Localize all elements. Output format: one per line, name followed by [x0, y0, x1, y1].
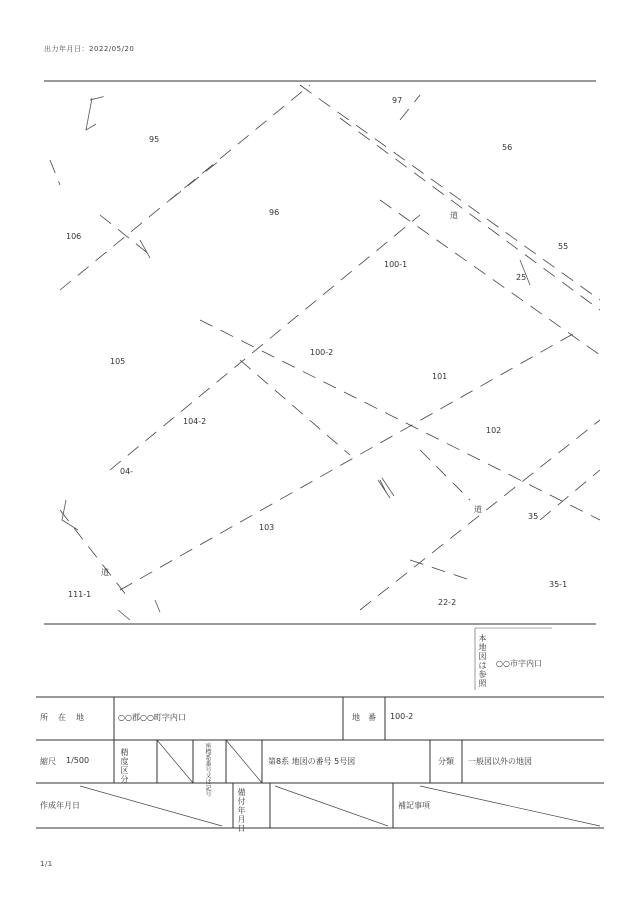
- lot-label: 105: [110, 357, 126, 366]
- lot-label: 96: [269, 208, 280, 217]
- side-stamp-text: ○○市字内口: [496, 659, 542, 668]
- scale-value: 1/500: [66, 756, 90, 765]
- lot-label: 101: [432, 372, 448, 381]
- scale-label: 縮尺: [40, 757, 56, 766]
- installation-date-label: 備付年月日: [237, 788, 246, 833]
- lot-label: 55: [558, 242, 569, 251]
- notes-label: 補記事項: [398, 801, 430, 810]
- road-label: 道: [101, 568, 109, 577]
- page-number: 1/1: [40, 860, 53, 868]
- map-number: 第8系 地図の番号 5号図: [268, 757, 356, 766]
- lot-label: 104-2: [183, 417, 207, 426]
- lot-label: 35-1: [549, 580, 568, 589]
- map-type-value: 一般図以外の地図: [468, 757, 532, 766]
- map-type-label: 分類: [438, 757, 454, 766]
- lot-label: 56: [502, 143, 513, 152]
- precision-label: 精度区分: [120, 748, 129, 784]
- location-label: 所在地: [40, 713, 94, 722]
- location-value: ○○郡○○町字内口: [118, 713, 186, 722]
- lot-label: 25: [516, 273, 527, 282]
- lot-label: 102: [486, 426, 502, 435]
- lot-label: 111-1: [68, 590, 92, 599]
- road-label: 道: [450, 211, 458, 220]
- lot-label: 04-: [120, 467, 134, 476]
- lot-label: 100-1: [384, 260, 408, 269]
- print-date: 出力年月日：2022/05/20: [44, 45, 135, 53]
- coordinate-system-label: 座標系番号又は記号: [205, 743, 212, 798]
- lot-label: 103: [259, 523, 275, 532]
- lot-label: 97: [392, 96, 403, 105]
- creation-date-label: 作成年月日: [40, 801, 80, 810]
- side-stamp-vertical: 本地図は参照: [478, 634, 487, 688]
- lot-label: 22-2: [438, 598, 457, 607]
- road-label: 道: [474, 505, 482, 514]
- lot-label: 35: [528, 512, 539, 521]
- lot-label: 106: [66, 232, 82, 241]
- lot-number-label: 地番: [352, 713, 384, 722]
- lot-label: 100-2: [310, 348, 334, 357]
- lot-number-value: 100-2: [390, 712, 414, 721]
- lot-label: 95: [149, 135, 160, 144]
